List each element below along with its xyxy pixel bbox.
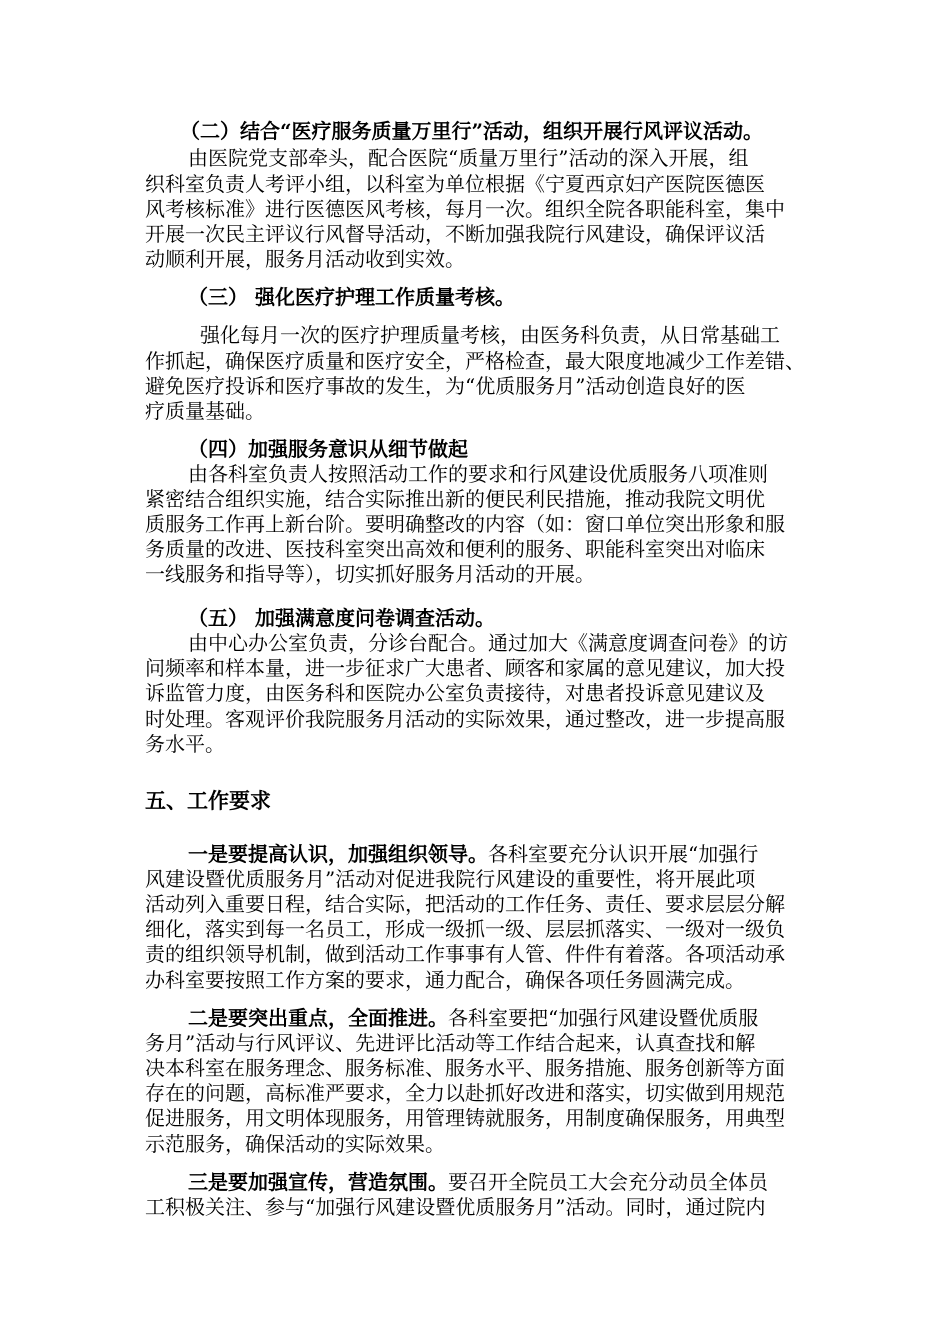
section-2-heading: （二）结合“医疗服务质量万里行”活动，组织开展行风评议活动。 (180, 119, 764, 143)
requirement-1-lead: 一是要提高认识，加强组织领导。 (188, 842, 488, 866)
requirement-3-line-2: 工积极关注、参与“加强行风建设暨优质服务月”活动。同时，通过院内 (145, 1195, 766, 1219)
section-2-line-1: 由医院党支部牵头，配合医院“质量万里行”活动的深入开展，组 (188, 146, 749, 170)
requirement-2-line-2: 务月”活动与行风评议、先进评比活动等工作结合起来，认真查找和解 (145, 1031, 756, 1055)
requirement-2-line-6: 示范服务，确保活动的实际效果。 (145, 1132, 445, 1156)
work-requirements-heading: 五、工作要求 (145, 788, 271, 813)
requirement-1-line-3: 活动列入重要日程，结合实际，把活动的工作任务、责任、要求层层分解 (145, 892, 785, 916)
requirement-2-first-line (188, 1005, 758, 1031)
section-2-line-4: 开展一次民主评议行风督导活动，不断加强我院行风建设，确保评议活 (145, 222, 765, 246)
requirement-1-line-4: 细化，落实到每一名员工，形成一级抓一级、层层抓落实、一级对一级负 (145, 917, 785, 941)
section-3-line-3: 避免医疗投诉和医疗事故的发生，为“优质服务月”活动创造良好的医 (145, 374, 746, 398)
section-2-line-3: 风考核标准》进行医德医风考核，每月一次。组织全院各职能科室，集中 (145, 197, 785, 221)
requirement-2-lead: 二是要突出重点，全面推进。 (188, 1006, 448, 1030)
section-5-line-5: 务水平。 (145, 732, 225, 756)
section-4-line-1: 由各科室负责人按照活动工作的要求和行风建设优质服务八项准则 (188, 462, 768, 486)
section-5-line-1: 由中心办公室负责，分诊台配合。通过加大《满意度调查问卷》的访 (188, 631, 788, 655)
requirement-2-line-5: 促进服务，用文明体现服务，用管理铸就服务，用制度确保服务，用典型 (145, 1106, 785, 1130)
section-4-line-4: 务质量的改进、医技科室突出高效和便利的服务、职能科室突出对临床 (145, 537, 765, 561)
requirement-1-line-6: 办科室要按照工作方案的要求，通力配合，确保各项任务圆满完成。 (145, 968, 745, 992)
requirement-2-first-rest: 各科室要把“加强行风建设暨优质服 (448, 1006, 759, 1030)
requirement-3-lead: 三是要加强宣传，营造氛围。 (188, 1170, 448, 1194)
section-5-line-4: 时处理。客观评价我院服务月活动的实际效果，通过整改，进一步提高服 (145, 707, 785, 731)
requirement-3-first-rest: 要召开全院员工大会充分动员全体员 (448, 1170, 768, 1194)
requirement-1-line-2: 风建设暨优质服务月”活动对促进我院行风建设的重要性，将开展此项 (145, 867, 756, 891)
section-5-heading: （五） 加强满意度问卷调查活动。 (188, 606, 495, 630)
requirement-1-first-line (188, 841, 758, 867)
section-4-line-3: 质服务工作再上新台阶。要明确整改的内容（如：窗口单位突出形象和服 (145, 512, 785, 536)
section-3-line-2: 作抓起，确保医疗质量和医疗安全，严格检查，最大限度地减少工作差错、 (145, 349, 805, 373)
section-5-line-2: 问频率和样本量，进一步征求广大患者、顾客和家属的意见建议，加大投 (145, 656, 785, 680)
requirement-3-first-line (188, 1169, 768, 1195)
requirement-1-first-rest: 各科室要充分认识开展“加强行 (488, 842, 759, 866)
section-4-line-2: 紧密结合组织实施，结合实际推出新的便民利民措施，推动我院文明优 (145, 487, 765, 511)
section-5-line-3: 诉监管力度，由医务科和医院办公室负责接待，对患者投诉意见建议及 (145, 681, 765, 705)
section-3-line-4: 疗质量基础。 (145, 399, 265, 423)
requirement-1-line-5: 责的组织领导机制，做到活动工作事事有人管、件件有着落。各项活动承 (145, 942, 785, 966)
section-3-heading: （三） 强化医疗护理工作质量考核。 (188, 285, 515, 309)
requirement-2-line-4: 存在的问题，高标准严要求，全力以赴抓好改进和落实，切实做到用规范 (145, 1081, 785, 1105)
section-3-line-1: 强化每月一次的医疗护理质量考核，由医务科负责，从日常基础工 (200, 323, 780, 347)
section-2-line-5: 动顺利开展，服务月活动收到实效。 (145, 247, 465, 271)
section-4-heading: （四）加强服务意识从细节做起 (188, 437, 468, 461)
section-4-line-5: 一线服务和指导等），切实抓好服务月活动的开展。 (145, 562, 595, 586)
section-2-line-2: 织科室负责人考评小组，以科室为单位根据《宁夏西京妇产医院医德医 (145, 172, 765, 196)
requirement-2-line-3: 决本科室在服务理念、服务标准、服务水平、服务措施、服务创新等方面 (145, 1056, 785, 1080)
